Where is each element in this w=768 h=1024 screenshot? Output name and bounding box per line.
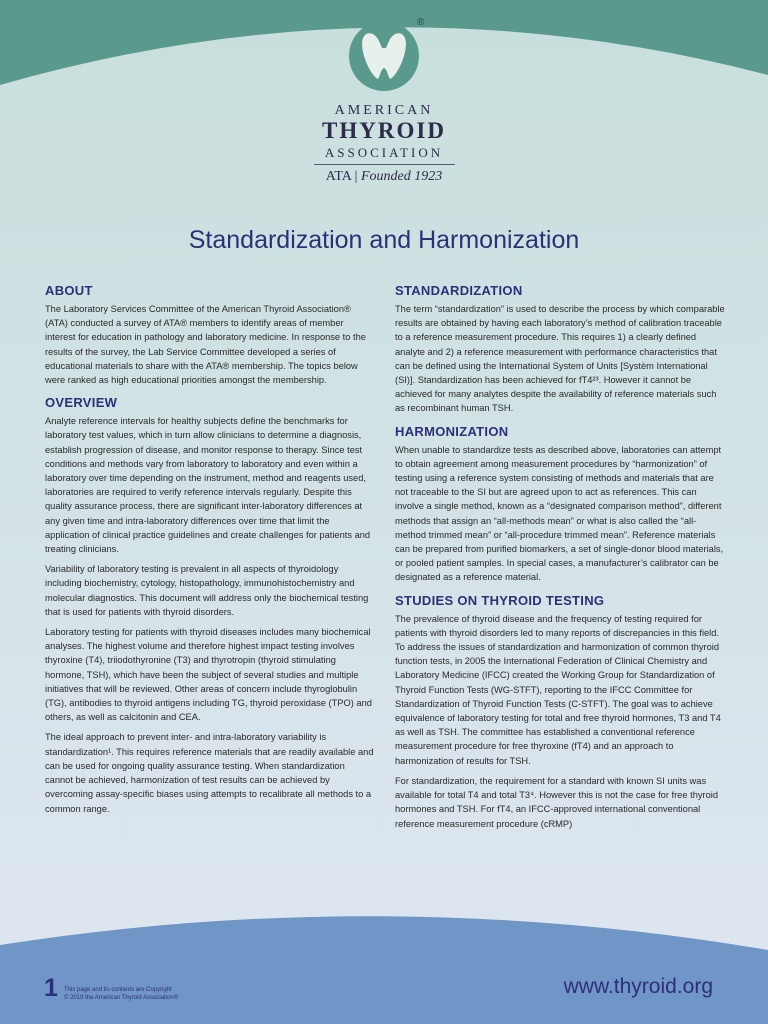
standardization-section	[395, 283, 725, 416]
registered-mark: ®	[417, 17, 425, 28]
website-link[interactable]: www.thyroid.org	[563, 975, 713, 998]
overview-paragraph-1: Analyte reference intervals for healthy subjects define the benchmarks for laboratory test values, which in turn allow clinicians to determine a diagnosis, establish progression of disease, and monitor response to therapy. Since test conditions and methods vary from laboratory to laboratory and even within a laboratory over time depending on the instrument, method and reagents used, laboratories are required to verify reference intervals regularly. Despite this quality assurance process, there are significant inter-laboratory differences at any given time and intra-laboratory differences over time that limit the application of clinical practice guidelines and create challenges for patients and treating clinicians.	[45, 416, 371, 555]
overview-section	[45, 395, 375, 815]
standardization-paragraph: The term “standardization” is used to describe the process by which comparable results are obtained by having each laboratory’s method of calibration traceable to a reference measurement procedure. This requires 1) a clearly defined analyte and 2) a reference measurement with performance characteristics that can be defined using the International System of Units [Systèm International (SI)]. Standardization has been achieved for fT4²³. However it cannot be achieved for many analytes despite the availability of reference materials such as recombinant human TSH.	[395, 304, 725, 414]
page-title: Standardization and Harmonization	[188, 226, 580, 254]
copyright-notice	[64, 986, 224, 1002]
left-column	[45, 283, 375, 824]
about-paragraph: The Laboratory Services Committee of the American Thyroid Association® (ATA) conducted a survey of ATA® members to identify areas of member interest for education in pathology and laboratory medicine. In response to the results of the survey, the Lab Service Committee developed a series of educational materials to share with the ATA® membership. The topics below were ranked as high educational priorities amongst the membership.	[45, 304, 366, 386]
studies-paragraph-2: For standardization, the requirement for a standard with known SI units was available for total T4 and total T3⁴. However this is not the case for free thyroid hormones and TSH. For fT4, an IFCC-approved international conventional reference measurement procedure (cRMP)	[395, 775, 719, 829]
overview-paragraph-2: Variability of laboratory testing is prevalent in all aspects of thyroidology including biochemistry, cytology, histopathology, immunohistochemistry and molecular diagnostics. This document will address only the biochemical testing that is used for patients with thyroid disorders.	[45, 564, 369, 617]
tag-separator: |	[351, 169, 361, 184]
harmonization-paragraph: When unable to standardize tests as described above, laboratories can attempt to obtain agreement among measurement procedures by “harmonization” of testing using a reference system consisting of methods and materials that are not traceable to the SI but are agreed upon to act as references. This can involve a single method, known as a “designated comparison method”, different methods that assign an “all-methods mean” or what is also called the “all-method trimmed mean” or “all-procedure trimmed mean”. Reference materials can be prepared from purified biomarkers, a set of single-donor blood materials, or pooled patient samples. In special cases, a manufacturer’s calibrator can be designated as a reference material.	[395, 444, 724, 583]
overview-paragraph-3: Laboratory testing for patients with thyroid diseases includes many biochemical analyses. The highest volume and therefore highest impact testing involves thyroxine (T4), triiodothyronine (T3) and thyrotropin (thyroid stimulating hormone, TSH), which have been the subject of several studies and multiple initiatives that will be reviewed. Other areas of concern include thyroglobulin (TG), antibodies to thyroid antigens including TG, thyroid peroxidase (TPO) and others, as well as calcitonin and CEA.	[45, 627, 372, 723]
tag-abbr: ATA	[325, 169, 352, 184]
copyright-line-1: This page and its contents are Copyright	[64, 987, 172, 993]
overview-heading: OVERVIEW	[45, 395, 118, 411]
harmonization-heading: HARMONIZATION	[395, 423, 509, 439]
org-name-line3: ASSOCIATION	[324, 145, 444, 160]
studies-section	[395, 593, 725, 831]
right-column	[395, 283, 725, 839]
overview-paragraph-4: The ideal approach to prevent inter- and intra-laboratory variability is standardization¹. This requires reference materials that are readily available and can be used for ongoing quality assurance testing. When standardization cannot be achieved, harmonization of test results can be achieved by overcoming assay-specific biases using attempts to recalibrate all methods to a common range.	[45, 732, 374, 814]
org-name-line2: THYROID	[322, 118, 446, 143]
tag-founded: Founded 1923	[360, 169, 443, 184]
copyright-line-2: © 2019 the American Thyroid Association®	[64, 995, 179, 1001]
about-section	[45, 283, 375, 387]
org-name-line1: AMERICAN	[334, 103, 434, 118]
harmonization-section	[395, 424, 725, 585]
thyroid-logo-icon	[349, 21, 419, 91]
studies-heading: STUDIES ON THYROID TESTING	[395, 592, 605, 608]
page-number: 1	[44, 974, 58, 1002]
standardization-heading: STANDARDIZATION	[395, 283, 523, 298]
org-tagline	[0, 169, 768, 185]
about-heading: ABOUT	[45, 283, 93, 298]
logo-divider	[314, 164, 455, 165]
studies-paragraph-1: The prevalence of thyroid disease and the frequency of testing required for patients with thyroid disorders led to many reports of discrepancies in this field. To address the issues of standardization and harmonization of common thyroid function tests, in 2005 the International Federation of Clinical Chemistry and Laboratory Medicine (IFCC) created the Working Group for Standardization of Thyroid Function Tests (WG-STFT), reporting to the IFCC Committee for Standardization of Thyroid Function Tests (C-STFT). The goal was to achieve equivalence of laboratory testing for total and free thyroid hormones, T3 and T4 as well as TSH. The committee has established a conventional reference measurement procedure for free thyroxine (fT4) and an approach to harmonization of results for TSH.	[395, 613, 721, 766]
